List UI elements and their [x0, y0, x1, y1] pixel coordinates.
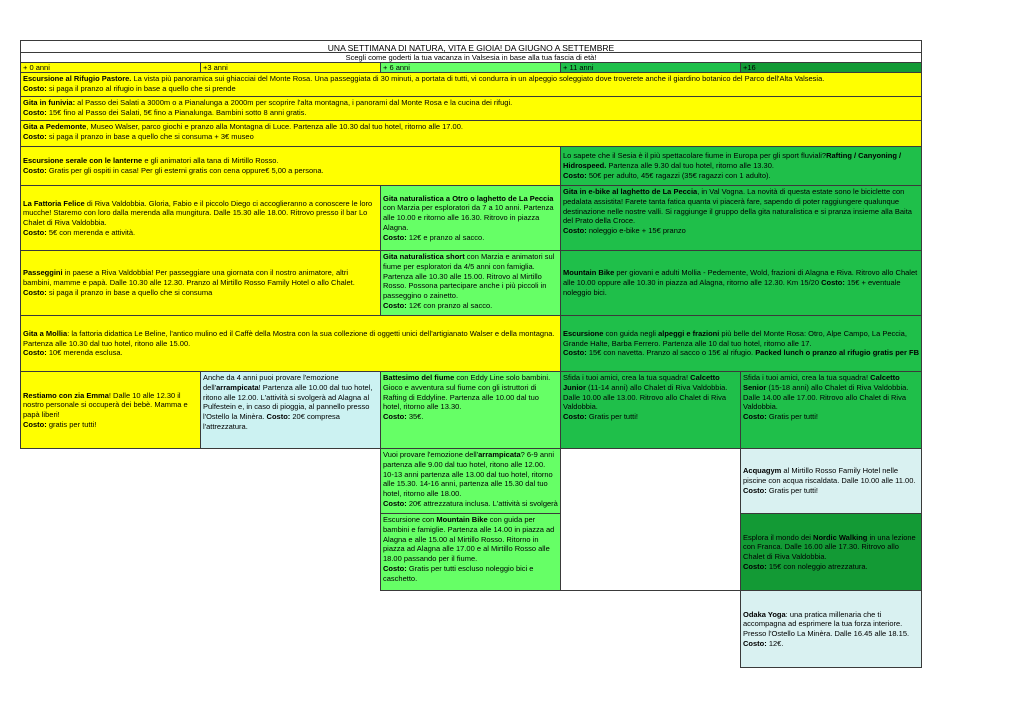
cs-desc: (15-18 anni) allo Chalet di Riva Valdobbia. Dalle 14.00 alle 17.00. Ritrovo allo Chalet di Riva Valdobbia.	[743, 382, 909, 412]
alpeggi-line1	[563, 329, 919, 349]
alpeggi-cell	[560, 315, 922, 372]
nordic-intro: Esplora il mondo dei	[743, 532, 814, 542]
arr6-intro: Vuoi provare l'emozione dell'	[383, 450, 479, 459]
arr6-title: arrampicata	[478, 450, 521, 459]
cs-cost-label: Costo:	[743, 412, 767, 421]
pedemonte-cost-label: Costo:	[23, 131, 47, 141]
empty-cell-11	[560, 448, 741, 591]
age-header-11-label: + 11 anni	[563, 63, 594, 72]
battesimo-desc: con Eddy Line solo bambini. Gioco e avventura sul fiume con gli istruttori di Rafting di Eddyline. Partenza alle 10.00 dal tuo hotel, ritorno alle 13.30.	[383, 373, 551, 412]
mollia-cell	[20, 315, 561, 372]
short-cost: 12€ con pranzo al sacco.	[406, 300, 493, 310]
short-title: Gita naturalistica short	[383, 252, 465, 261]
mollia-line1	[23, 329, 558, 349]
fattoria-desc: di Riva Valdobbia. Gloria, Fabio e il piccolo Diego ci accoglieranno a conoscere le loro mucche! Staremo con loro dalla merenda alla mungitura. Dalle 15.30 alle 18.00. Ritrovo presso il bar Lo Chalet di Riva Valdobbia.	[23, 198, 373, 227]
pedemonte-cell	[20, 120, 922, 147]
fattoria-cell	[20, 185, 381, 251]
rafting-cell	[560, 146, 922, 186]
lanterne-desc: e gli animatori alla tana di Mirtillo Rosso.	[142, 156, 279, 166]
emma-cost: gratis per tutti!	[46, 419, 97, 429]
alpeggi-desc2: più belle del Monte Rosa: Otro, Alpe Campo, La Peccia, Grande Halte, Barba Ferrero. Partenza alle 10 dal tuo hotel, ritorno alle 17.	[563, 328, 907, 348]
calcetto-junior-cell	[560, 371, 741, 449]
aqua-cost-label: Costo:	[743, 485, 767, 495]
arr6-desc: ? 6-9 anni partenza alle 9.00 dal tuo hotel, ritono alle 12.00. 10-13 anni partenza alle 13.00 dal tuo hotel, ritorno alle 15.30. 14-16 anni, partenza alle 15.30 dal tuo hotel, ritorno alle 18.00.	[383, 450, 555, 498]
alpeggi-title: Escursione	[563, 328, 604, 338]
ebike-title: Gita in e-bike al laghetto de La Peccia	[563, 187, 698, 196]
funivia-cost-label: Costo:	[23, 107, 47, 117]
lanterne-line2	[23, 166, 558, 176]
acquagym-cell	[740, 448, 922, 514]
ebike-cost: noleggio e-bike + 15€ pranzo	[586, 226, 686, 235]
yoga-line2	[743, 639, 919, 649]
yoga-line1	[743, 610, 919, 639]
mollia-title: Gita a Mollia	[23, 328, 68, 338]
passeggini-line2	[23, 288, 378, 298]
otro-title: Gita naturalistica a Otro o laghetto de La Peccia	[383, 193, 554, 203]
nordic-cost-label: Costo:	[743, 561, 767, 571]
passeggini-title: Passeggini	[23, 268, 63, 278]
fattoria-title: La Fattoria Felice	[23, 198, 85, 208]
emma-cost-label: Costo:	[23, 419, 47, 429]
arr6-cost-label: Costo:	[383, 498, 407, 508]
rafting-cost-label: Costo:	[563, 170, 587, 180]
arrampicata-3-cell	[200, 371, 381, 449]
passeggini-desc: in paese a Riva Valdobbia! Per passeggiare una giornata con il nostro animatore, altri bambini, mamme e papà. Dalle 10.30 alle 12.30. Pranzo al Mirtillo Rosso Family Hotel o allo Chalet.	[23, 268, 355, 288]
mollia-line2	[23, 348, 558, 358]
aqua-desc: al Mirtillo Rosso Family Hotel nelle piscine con acqua riscaldata. Dalle 10.00 alle 11.00.	[743, 466, 916, 486]
alpeggi-highlight: alpeggi e frazioni	[658, 328, 720, 338]
aqua-line1	[743, 466, 919, 486]
lanterne-cost-label: Costo:	[23, 166, 47, 175]
pedemonte-cost: si paga il pranzo in base a quello che si consuma + 3€ museo	[46, 131, 254, 141]
nordic-line1	[743, 533, 919, 562]
mtb-cost: 15€ + eventuale noleggio bici.	[563, 278, 901, 297]
nordic-cost: 15€ con noleggio atrezzatura.	[766, 561, 868, 571]
emma-line2	[23, 420, 198, 430]
yoga-desc: : una pratica millenaria che ti accompagna ad esprimere la tua forza interiore. Presso l'Ostello La Minèra. Dalle 16.45 alle 18.15.	[743, 609, 910, 638]
fattoria-line1	[23, 199, 378, 228]
emma-desc: ! Dalle 10 alle 12.30 il nostro personale si occuperà dei bebè. Mamma e papà liberi!	[23, 390, 188, 419]
rifugio-cost: si paga il pranzo al rifugio in base a quello che si prende	[46, 83, 236, 93]
zia-emma-cell	[20, 371, 201, 449]
otro-cost-label: Costo:	[383, 232, 407, 242]
rafting-line1	[563, 151, 919, 171]
subtitle-text: Scegli come goderti la tua vacanza in Valsesia in base alla tua fascia di età!	[345, 53, 597, 62]
mtb-famiglie-cell	[380, 513, 561, 591]
cj-cost: Gratis per tutti!	[586, 412, 639, 421]
pedemonte-desc: , Museo Walser, parco giochi e pranzo alla Montagna di Luce. Partenza alle 10.30 dal tuo hotel, ritorno alle 17.00.	[86, 122, 463, 131]
funivia-cost: 15€ fino al Passo dei Salati, 5€ fino a Pianalunga. Bambini sotto 8 anni gratis.	[46, 107, 307, 117]
aqua-title: Acquagym	[743, 466, 782, 476]
lanterne-cost: Gratis per gli ospiti in casa! Per gli esterni gratis con cena oppure€ 5,00 a persona.	[46, 166, 324, 175]
arr3-cost-label: Costo:	[266, 412, 291, 421]
rafting-title: Rafting / Canyoning / Hidrospeed.	[563, 151, 902, 171]
rafting-desc: Partenza alle 9.30 dal tuo hotel, ritorno alle 13.30.	[606, 161, 774, 171]
rifugio-title: Escursione al Rifugio Pastore.	[23, 74, 132, 83]
alpeggi-cost-label: Costo:	[563, 348, 587, 358]
emma-line1	[23, 391, 198, 420]
alpeggi-packed-lunch: Packed lunch o pranzo al rifugio gratis per FB	[755, 348, 919, 358]
emma-title: Restiamo con zia Emma	[23, 390, 109, 400]
cs-title: Calcetto Senior	[743, 373, 900, 392]
age-header-3-label: +3 anni	[203, 63, 228, 72]
mtb-title: Mountain Bike	[563, 268, 615, 278]
mtb-desc: per giovani e adulti Mollia - Pedemente, Wold, frazioni di Alagna e Riva. Ritrovo allo Chalet alle 10.00 oppure alle 10.30 in piazza ad Alagna, ritorno alle 12.30. Km 15/20	[563, 268, 918, 288]
aqua-line2	[743, 486, 919, 496]
otro-desc: con Marzia per esploratori da 7 a 10 anni. Partenza alle 10.00 e ritorno alle 16.30. Ritrovo in piazza Alagna.	[383, 203, 554, 232]
passeggini-line1	[23, 268, 378, 288]
rifugio-desc: La vista più panoramica sui ghiacciai del Monte Rosa. Una passeggiata di 30 minuti, a portata di tutti, vi condurra in un alpeggio soleggiato dove troverete anche il giardino botanico del Parco dell'Alta Valsesia.	[131, 74, 825, 83]
cj-title: Calcetto Junior	[563, 373, 720, 392]
short-cost-label: Costo:	[383, 300, 407, 310]
mtb6-title: Mountain Bike	[436, 515, 488, 524]
rafting-cost: 50€ per adulto, 45€ ragazzi (35€ ragazzi con 1 adulto).	[586, 170, 771, 180]
mountain-bike-cell	[560, 250, 922, 316]
cj-desc: (11-14 anni) allo Chalet di Riva Valdobbia. Dalle 10.00 alle 13.00. Ritrovo allo Chalet di Riva Valdobbia.	[563, 382, 728, 412]
alpeggi-line2	[563, 348, 919, 358]
otro-cost: 12€ e pranzo al sacco.	[406, 232, 485, 242]
mtb-line	[563, 268, 919, 297]
rafting-intro: Lo sapete che il Sesia è il più spettacolare fiume in Europa per gli sport fluviali?	[563, 151, 827, 161]
battesimo-cost: 35€.	[406, 412, 424, 421]
otro-cell	[380, 185, 561, 251]
lanterne-line1	[23, 156, 558, 166]
arr6-cost: 20€ attrezzatura inclusa. L'attività si svolgerà	[406, 498, 558, 508]
age-header-6-label: + 6 anni	[383, 63, 410, 72]
fattoria-cost-label: Costo:	[23, 227, 47, 237]
arr3-title: arrampicata	[216, 382, 259, 392]
yoga-cost: 12€.	[766, 638, 784, 648]
passeggini-cell	[20, 250, 381, 316]
title-text: UNA SETTIMANA DI NATURA, VITA E GIOIA! DA GIUGNO A SETTEMBRE	[327, 43, 615, 53]
lanterne-title: Escursione serale con le lanterne	[23, 156, 143, 166]
mollia-desc: : la fattoria didattica Le Beline, l'antico mulino ed il Caffè della Mostra con la sua collezione di oggetti unici dell'artigianato Walser e della montagna. Partenza alle 10.30 dal tuo hotel, ritono alle 15.00.	[23, 328, 555, 348]
passeggini-cost: si paga il pranzo in base a quello che si consuma	[46, 287, 213, 297]
nordic-desc: in una lezione con Franca. Dalle 16.00 alle 17.30. Ritrovo allo Chalet di Riva Valdobbia.	[743, 532, 916, 561]
rifugio-cost-label: Costo:	[23, 83, 47, 93]
mtb6-cost-label: Costo:	[383, 563, 407, 573]
cs-cost: Gratis per tutti!	[766, 412, 819, 421]
arrampicata-6-cell	[380, 448, 561, 514]
yoga-title: Odaka Yoga	[743, 609, 786, 619]
odaka-yoga-cell	[740, 590, 922, 668]
ebike-cell	[560, 185, 922, 251]
nordic-title: Nordic Walking	[813, 532, 868, 542]
yoga-cost-label: Costo:	[743, 638, 767, 648]
nordic-line2	[743, 562, 919, 572]
rafting-line2	[563, 171, 919, 181]
mollia-cost: 10€ merenda esclusa.	[46, 348, 123, 358]
funivia-cell	[20, 96, 922, 121]
cs-intro: Sfida i tuoi amici, crea la tua squadra!	[743, 373, 871, 382]
funivia-desc: al Passo dei Salati a 3000m o a Pianalunga a 2000m per scoprire l'alta montagna, i panorami dal Monte Rosa e la cucina dei rifugi.	[75, 98, 513, 107]
alpeggi-cost: 15€ con navetta. Pranzo al sacco o 15€ al rifugio.	[586, 348, 756, 358]
mtb6-intro: Escursione con	[383, 515, 437, 524]
short-desc: con Marzia e animatori sul fiume per esploratori da 4/5 anni con famiglia. Partenza alle 10.30 alle 15.00. Ritrovo al Mirtillo Rosso. Possona partecipare anche i più piccoli in passeggino o zainetto.	[383, 252, 555, 300]
pedemonte-title: Gita a Pedemonte	[23, 122, 87, 131]
short-trip-cell	[380, 250, 561, 316]
mtb6-desc: con guida per bambini e famiglie. Partenza alle 14.00 in piazza ad Alagna e alle 15.00 al Mirtillo Rosso. Ritorno in piazza ad Alagna alle 17.00 e al Mirtillo Rosso alle 18.00 passando per il fiume.	[383, 515, 555, 563]
otro-line2	[383, 233, 558, 243]
lanterne-cell	[20, 146, 561, 186]
cj-intro: Sfida i tuoi amici, crea la tua squadra!	[563, 373, 691, 382]
fattoria-line2	[23, 228, 378, 238]
battesimo-cost-label: Costo:	[383, 412, 407, 421]
arr3-intro: Anche da 4 anni puoi provare l'emozione dell'	[203, 373, 339, 392]
nordic-walking-cell	[740, 513, 922, 591]
arr3-desc: ! Partenza alle 10.00 dal tuo hotel, ritono alle 12.00. L'attività si svolgerà ad Alagna al Pulfestein e, in caso di pioggia, al pannello presso l'Ostello la Minèra.	[203, 382, 373, 421]
otro-line1	[383, 194, 558, 233]
rifugio-pastore-cell	[20, 72, 922, 97]
battesimo-fiume-cell	[380, 371, 561, 449]
alpeggi-desc1: con guida negli	[603, 328, 659, 338]
ebike-desc: , in Val Vogna. La novità di questa estate sono le biciclette con pedalata assistita! Farete tanta fatica quanta vi piacerà fare, sapendo di poter raggiungere qualunque destinazione nelle nostre valli. Si raggiunge il gruppo della gita naturalistica e si pranza insieme alla Baita del Prato della Croce.	[563, 187, 912, 226]
mtb6-cost: Gratis per tutti escluso noleggio bici e caschetto.	[383, 563, 534, 583]
aqua-cost: Gratis per tutti!	[766, 485, 819, 495]
mollia-cost-label: Costo:	[23, 348, 47, 358]
mtb-cost-label: Costo:	[821, 278, 845, 288]
arr3-cost: 20€ compresa l'attrezzatura.	[203, 412, 340, 431]
ebike-cost-label: Costo:	[563, 226, 587, 235]
battesimo-title: Battesimo del fiume	[383, 373, 455, 382]
age-header-0-label: + 0 anni	[23, 63, 50, 72]
passeggini-cost-label: Costo:	[23, 287, 47, 297]
funivia-title: Gita in funivia:	[23, 98, 76, 107]
calcetto-senior-cell	[740, 371, 922, 449]
age-header-16-label: +16	[743, 63, 756, 72]
cj-cost-label: Costo:	[563, 412, 587, 421]
fattoria-cost: 5€ con merenda e attività.	[46, 227, 136, 237]
